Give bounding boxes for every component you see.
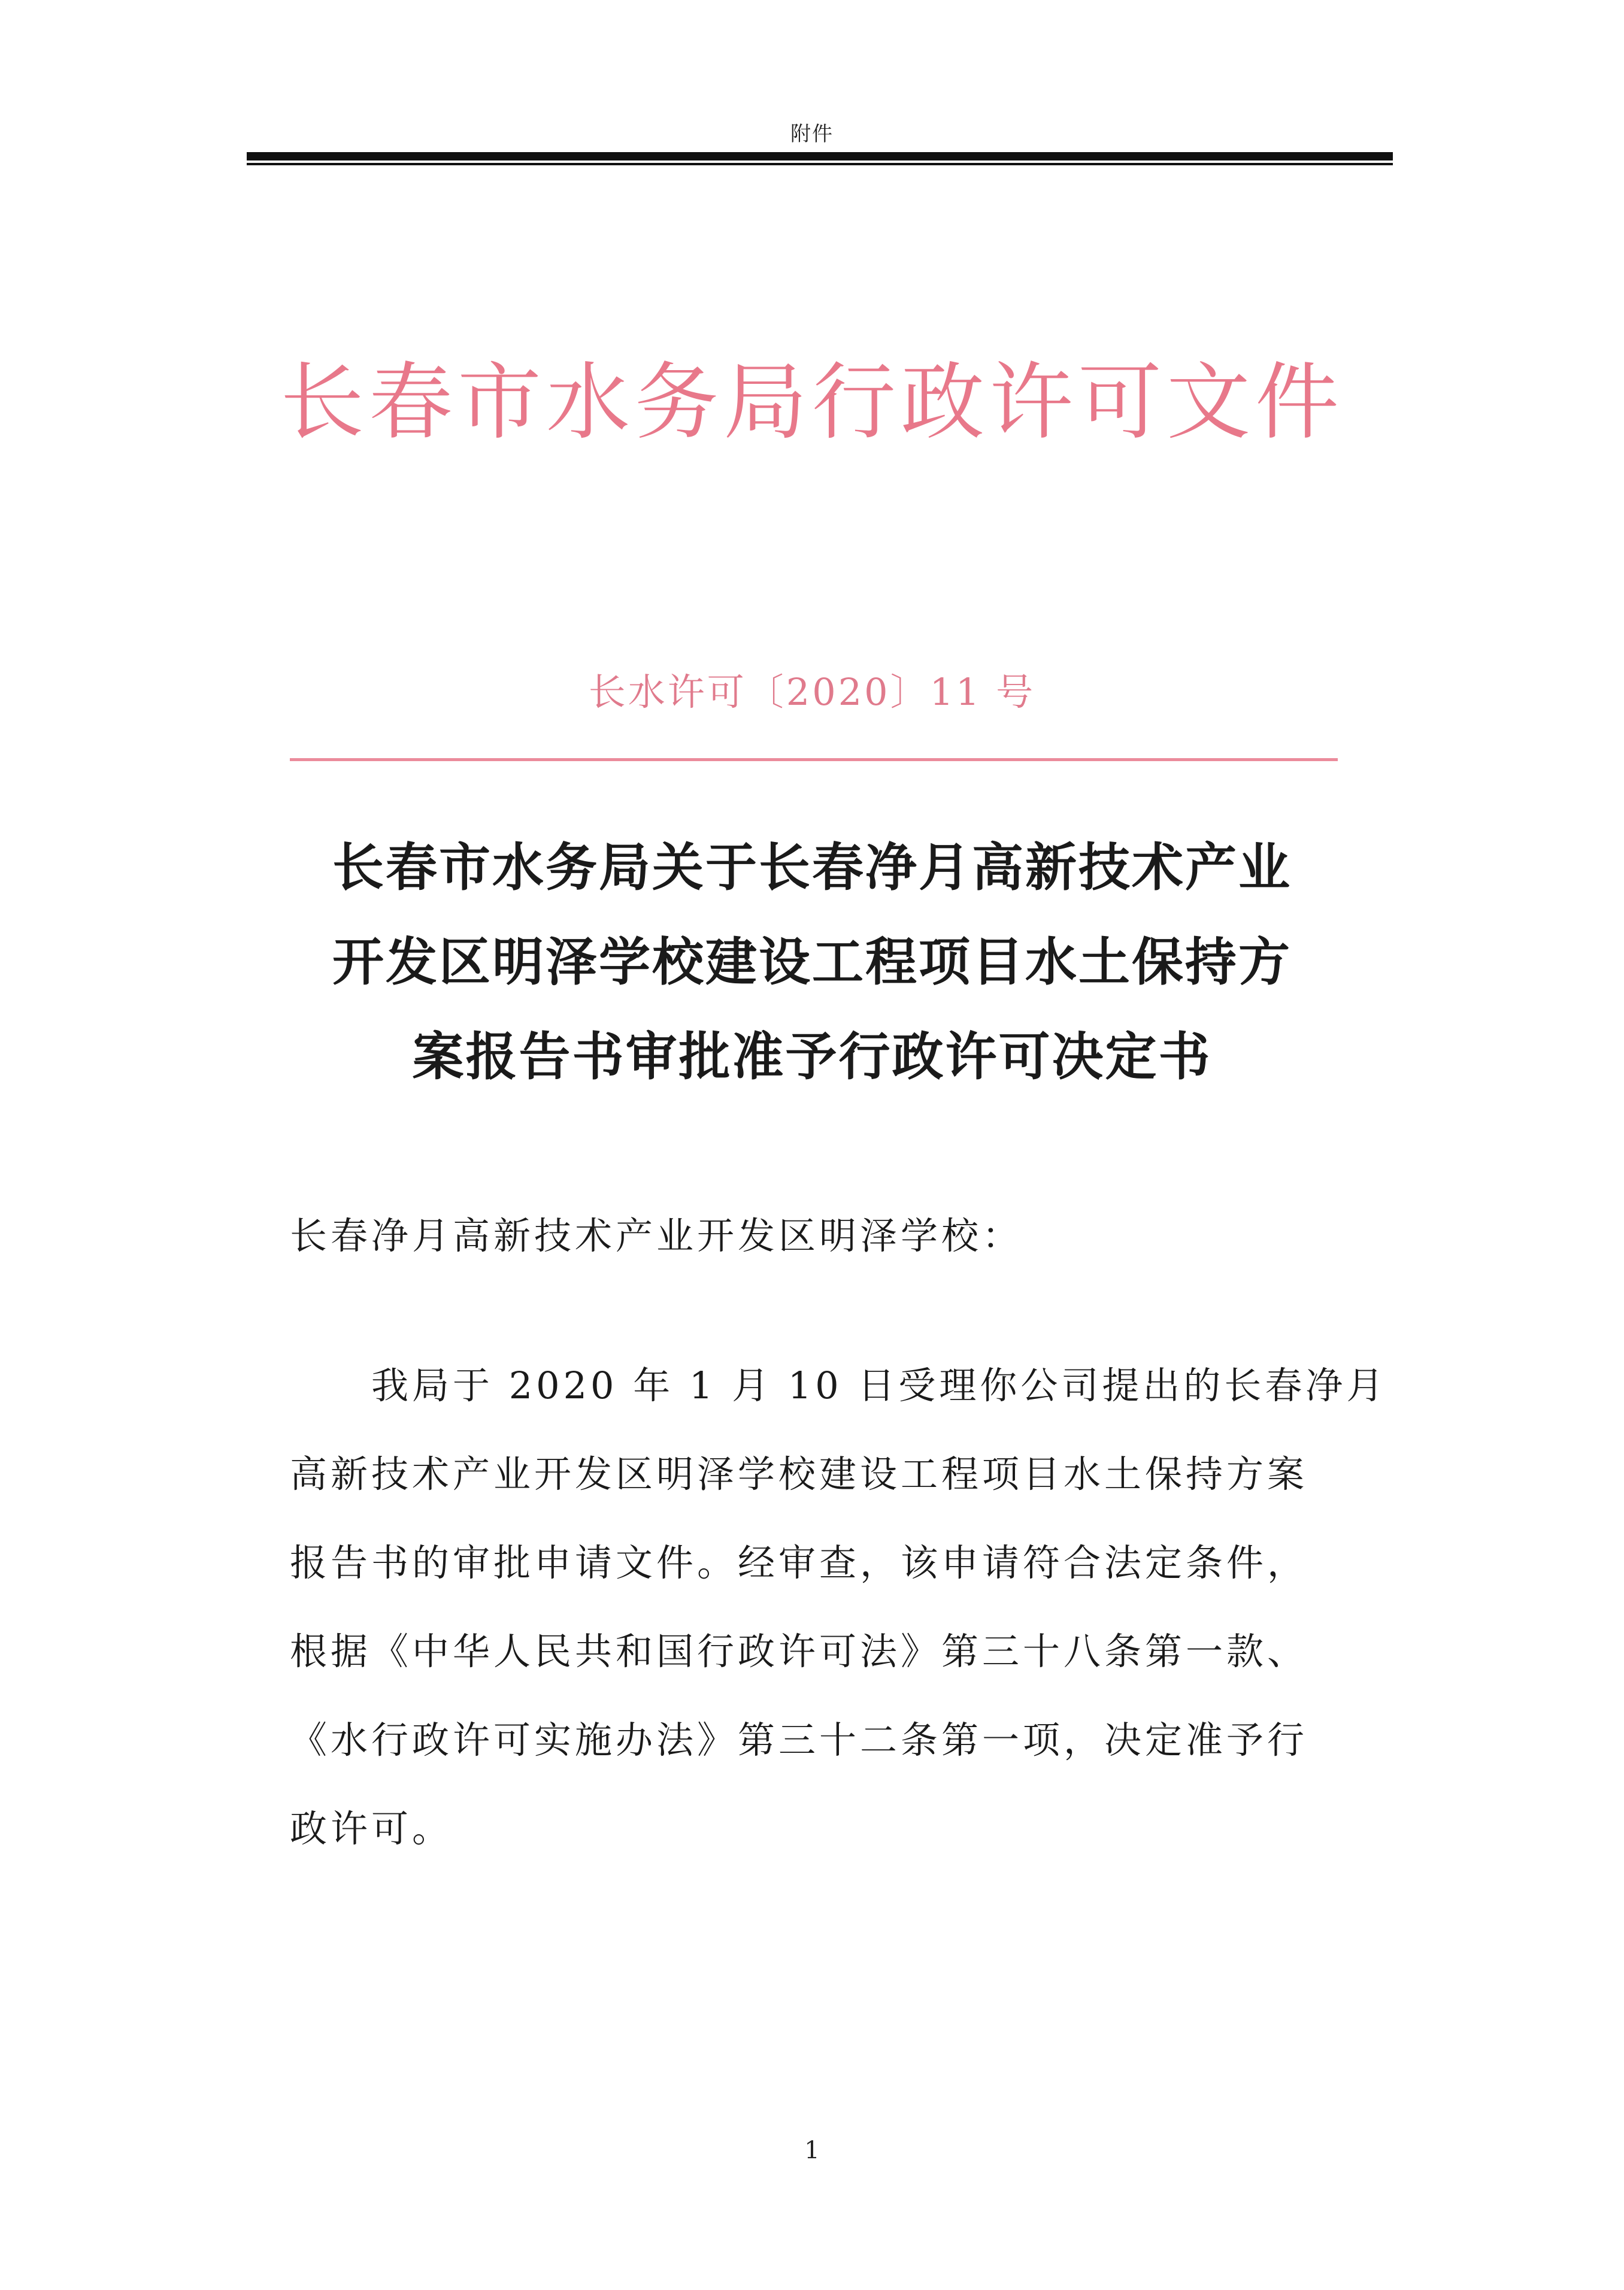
agency-letterhead-title: 长春市水务局行政许可文件 [280,354,1344,452]
header-rule-thick [247,152,1393,160]
body-line: 报告书的审批申请文件。经审查，该申请符合法定条件， [290,1541,1308,1585]
title-line: 长春市水务局关于长春净月高新技术产业 [332,838,1292,898]
document-title [257,820,1367,1104]
body-paragraph [290,1341,1387,1873]
recipient-salutation: 长春净月高新技术产业开发区明泽学校： [290,1214,1023,1258]
body-line: 高新技术产业开发区明泽学校建设工程项目水土保持方案 [290,1452,1308,1496]
header-rule-thin [247,163,1393,165]
title-line: 开发区明泽学校建设工程项目水土保持方 [332,932,1292,992]
attachment-label: 附件 [790,122,834,146]
page-number: 1 [804,2137,820,2164]
body-line: 根据《中华人民共和国行政许可法》第三十八条第一款、 [290,1629,1308,1673]
title-line: 案报告书审批准予行政许可决定书 [412,1027,1212,1087]
red-separator-rule [290,758,1338,761]
body-line: 《水行政许可实施办法》第三十二条第一项，决定准予行 [290,1718,1308,1762]
body-line: 政许可。 [290,1807,453,1850]
document-number: 长水许可〔2020〕11 号 [588,670,1036,714]
body-line: 我局于 2020 年 1 月 10 日受理你公司提出的长春净月 [371,1364,1387,1407]
